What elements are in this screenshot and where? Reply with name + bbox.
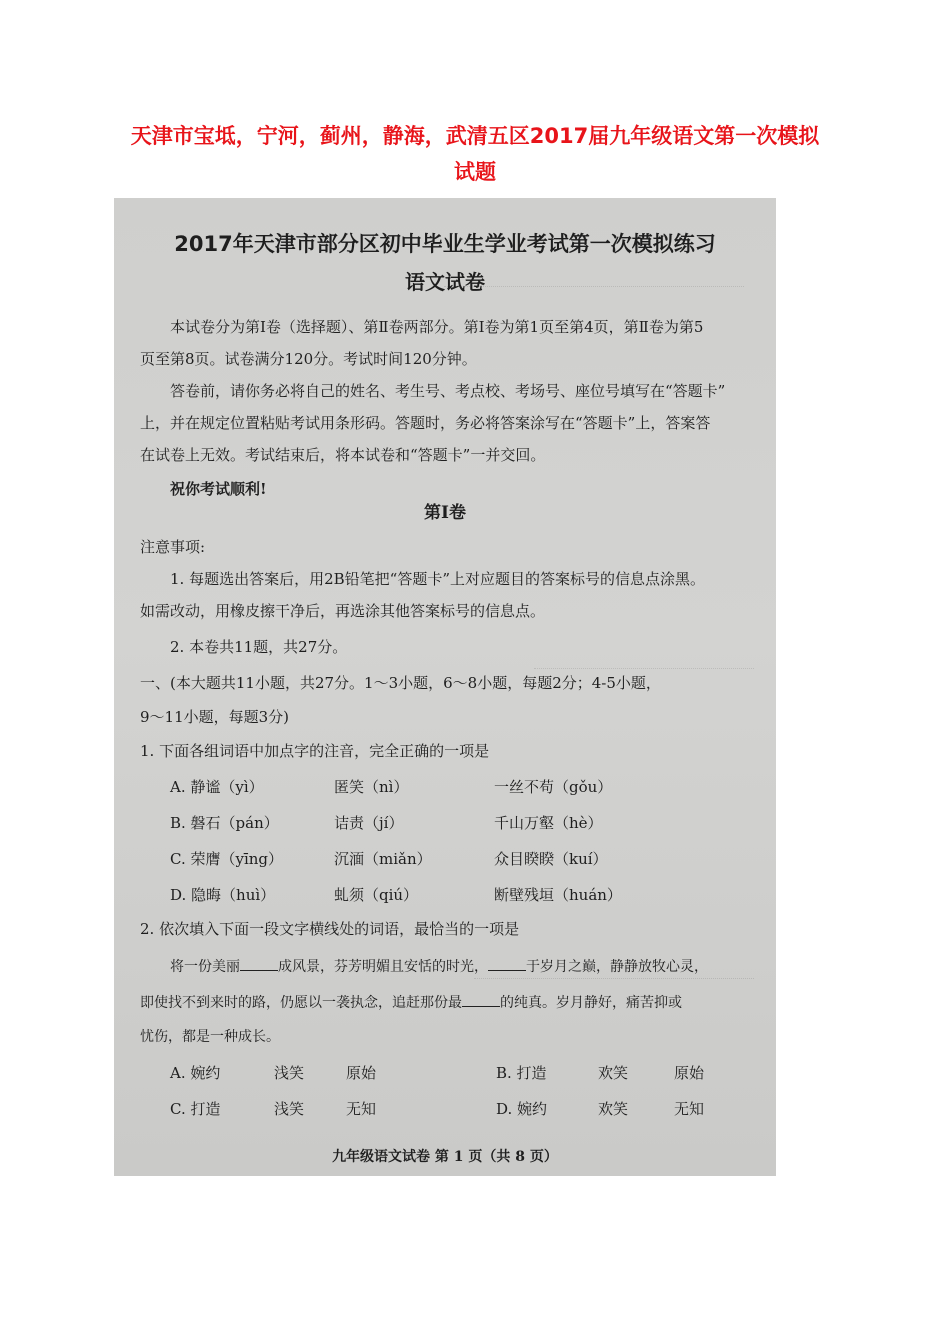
q1-option-b-1: B. 磐石（pán） xyxy=(170,814,279,832)
q2-option-c-2: 浅笑 xyxy=(274,1100,305,1118)
page-footer: 九年级语文试卷 第 1 页（共 8 页） xyxy=(332,1149,558,1165)
intro-line: 在试卷上无效。考试结束后，将本试卷和“答题卡”一并交回。 xyxy=(140,446,546,464)
q2-option-b-3: 原始 xyxy=(674,1064,705,1082)
fill-blank xyxy=(462,1006,500,1007)
document-title-line1: 天津市宝坻，宁河，蓟州，静海，武清五区2017届九年级语文第一次模拟 xyxy=(130,124,820,148)
q2-option-d-3: 无知 xyxy=(674,1100,705,1118)
question-2: 2. 依次填入下面一段文字横线处的词语，最恰当的一项是 xyxy=(140,920,520,938)
question-1: 1. 下面各组词语中加点字的注音，完全正确的一项是 xyxy=(140,742,490,760)
q1-option-a-1: A. 静谧（yì） xyxy=(170,778,264,796)
fill-blank xyxy=(488,970,526,971)
q1-option-c-1: C. 荣膺（yīng） xyxy=(170,850,284,868)
fill-blank xyxy=(240,970,278,971)
q2-option-c-1: C. 打造 xyxy=(170,1100,221,1118)
q1-option-b-3: 千山万壑（hè） xyxy=(494,814,603,832)
document-title xyxy=(40,118,910,190)
q2-passage-line xyxy=(140,992,682,1012)
q2-option-b-1: B. 打造 xyxy=(496,1064,547,1082)
q2-passage-text: 的纯真。岁月静好，痛苦抑或 xyxy=(500,995,682,1011)
section-heading: 9～11小题，每题3分) xyxy=(140,708,290,726)
q1-option-c-3: 众目睽睽（kuí） xyxy=(494,850,608,868)
section-heading: 一、(本大题共11小题，共27分。1～3小题，6～8小题，每题2分；4-5小题， xyxy=(140,674,661,692)
good-luck-text: 祝你考试顺利! xyxy=(170,480,267,498)
q2-option-b-2: 欢笑 xyxy=(598,1064,629,1082)
q2-passage-text: 成风景，芬芳明媚且安恬的时光， xyxy=(278,959,488,975)
q2-option-a-3: 原始 xyxy=(346,1064,377,1082)
q1-option-d-1: D. 隐晦（huì） xyxy=(170,886,276,904)
exam-title: 2017年天津市部分区初中毕业生学业考试第一次模拟练习 xyxy=(174,232,716,256)
q2-passage-text: 于岁月之巅，静静放牧心灵， xyxy=(526,959,708,975)
exam-page-photo xyxy=(114,198,776,1176)
q2-option-a-1: A. 婉约 xyxy=(170,1064,221,1082)
notice-line: 1. 每题选出答案后，用2B铅笔把“答题卡”上对应题目的答案标号的信息点涂黑。 xyxy=(170,570,705,588)
q1-option-a-3: 一丝不苟（gǒu） xyxy=(494,778,613,796)
notice-line: 2. 本卷共11题，共27分。 xyxy=(170,638,348,656)
volume-title: 第Ⅰ卷 xyxy=(424,503,466,523)
intro-line: 本试卷分为第Ⅰ卷（选择题）、第Ⅱ卷两部分。第Ⅰ卷为第1页至第4页，第Ⅱ卷为第5 xyxy=(170,318,704,336)
q2-option-d-2: 欢笑 xyxy=(598,1100,629,1118)
q1-option-d-2: 虬须（qiú） xyxy=(334,886,419,904)
intro-line: 答卷前，请你务必将自己的姓名、考生号、考点校、考场号、座位号填写在“答题卡” xyxy=(170,382,726,400)
intro-line: 页至第8页。试卷满分120分。考试时间120分钟。 xyxy=(140,350,477,368)
q2-passage-text: 将一份美丽 xyxy=(170,959,240,975)
notice-line: 如需改动，用橡皮擦干净后，再选涂其他答案标号的信息点。 xyxy=(140,602,546,620)
q2-option-c-3: 无知 xyxy=(346,1100,377,1118)
intro-line: 上，并在规定位置粘贴考试用条形码。答题时，务必将答案涂写在“答题卡”上，答案答 xyxy=(140,414,711,432)
q1-option-c-2: 沉湎（miǎn） xyxy=(334,850,432,868)
q2-option-a-2: 浅笑 xyxy=(274,1064,305,1082)
document-title-line2: 试题 xyxy=(454,160,496,184)
q2-passage-line xyxy=(170,956,708,976)
q1-option-b-2: 诘责（jí） xyxy=(334,814,404,832)
q2-passage-text: 即使找不到来时的路，仍愿以一袭执念，追赶那份最 xyxy=(140,995,462,1011)
q2-option-d-1: D. 婉约 xyxy=(496,1100,548,1118)
q2-passage-line: 忧伤，都是一种成长。 xyxy=(140,1029,280,1045)
q1-option-a-2: 匿笑（nì） xyxy=(334,778,409,796)
q1-option-d-3: 断壁残垣（huán） xyxy=(494,886,622,904)
notice-title: 注意事项: xyxy=(140,538,206,556)
exam-subtitle: 语文试卷 xyxy=(405,270,485,294)
